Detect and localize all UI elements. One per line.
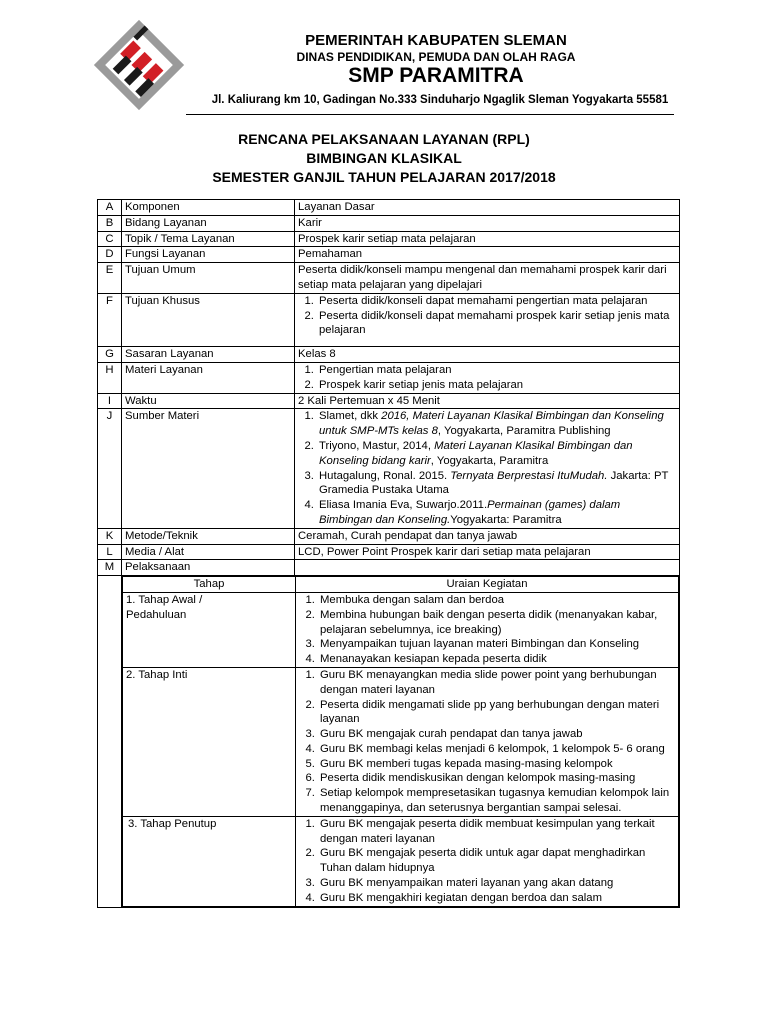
activity-list [299,668,675,816]
table-row [98,293,680,346]
list-item: 4. Menanayakan kesiapan kepada peserta didik [318,652,675,667]
list-item: 2. Guru BK mengajak peserta didik untuk agar dapat menghadirkan Tuhan dalam hidupnya [318,846,675,876]
stage-activities [296,816,679,906]
pelaksanaan-header [123,577,679,593]
list-item: 4. Guru BK membagi kelas menjadi 6 kelompok, 1 kelompok 5- 6 orang [318,742,675,757]
sumber-list [298,409,676,527]
table-row [98,247,680,263]
header-tahap: Tahap [123,577,296,593]
table-row [98,215,680,231]
stage-row [123,592,679,667]
row-label: Metode/Teknik [122,528,295,544]
list-item: 1. Guru BK mengajak peserta didik membuat kesimpulan yang terkait dengan materi layanan [318,817,675,847]
row-label: Tujuan Umum [122,263,295,294]
list-item: 5. Guru BK memberi tugas kepada masing-masing kelompok [318,757,675,772]
table-row [98,544,680,560]
stage-row [123,816,679,906]
row-letter: D [98,247,122,263]
header-divider [186,114,674,115]
row-value: Kelas 8 [295,347,680,363]
stage-name: 2. Tahap Inti [123,667,296,816]
row-label: Sasaran Layanan [122,347,295,363]
stage-row [123,667,679,816]
row-value: Peserta didik/konseli mampu mengenal dan memahami prospek karir dari setiap mata pelajaran yang dipelajari [295,263,680,294]
row-label: Bidang Layanan [122,215,295,231]
row-label: Topik / Tema Layanan [122,231,295,247]
table-row [98,231,680,247]
stage-activities [296,592,679,667]
row-label: Tujuan Khusus [122,293,295,346]
row-letter: A [98,200,122,216]
row-label: Pelaksanaan [122,560,295,576]
list-item: 3. Guru BK menyampaikan materi layanan yang akan datang [318,876,675,891]
list-item: 3. Guru BK mengajak curah pendapat dan tanya jawab [318,727,675,742]
government-name: PEMERINTAH KABUPATEN SLEMAN [305,32,567,49]
row-letter: I [98,393,122,409]
list-item: 4. Eliasa Imania Eva, Suwarjo.2011.Permainan (games) dalam Bimbingan dan Konseling.Yogyakarta: Paramitra [317,498,676,528]
row-letter: L [98,544,122,560]
activity-list [299,817,675,906]
row-letter: K [98,528,122,544]
list-item: 3. Hutagalung, Ronal. 2015. Ternyata Berprestasi ItuMudah. Jakarta: PT Gramedia Pustaka Utama [317,469,676,499]
list-item: 2. Peserta didik/konseli dapat memahami prospek karir setiap jenis mata pelajaran [317,309,676,339]
row-label: Waktu [122,393,295,409]
list-item: 4. Guru BK mengakhiri kegiatan dengan berdoa dan salam [318,891,675,906]
row-letter: E [98,263,122,294]
row-letter: F [98,293,122,346]
table-row [98,200,680,216]
stage-name: 1. Tahap Awal / Pedahuluan [123,592,296,667]
row-value: Layanan Dasar [295,200,680,216]
row-letter: B [98,215,122,231]
row-letter: C [98,231,122,247]
row-letter: G [98,347,122,363]
table-row [98,362,680,393]
school-address: Jl. Kaliurang km 10, Gadingan No.333 Sinduharjo Ngaglik Sleman Yogyakarta 55581 [211,94,669,106]
table-row [98,393,680,409]
list-item: 1. Membuka dengan salam dan berdoa [318,593,675,608]
tujuan-khusus-list [298,294,676,338]
materi-list [298,363,676,393]
row-letter: M [98,560,122,576]
rpl-table [97,199,680,908]
row-label: Fungsi Layanan [122,247,295,263]
pelaksanaan-cell [122,576,680,908]
list-item: 1. Peserta didik/konseli dapat memahami pengertian mata pelajaran [317,294,676,309]
list-item: 1. Slamet, dkk 2016, Materi Layanan Klasikal Bimbingan dan Konseling untuk SMP-MTs kelas 8, Yogyakarta, Paramitra Publishing [317,409,676,439]
pelaksanaan-table [122,576,679,907]
table-row [98,560,680,576]
list-item: 2. Peserta didik mengamati slide pp yang berhubungan dengan materi layanan [318,698,675,728]
row-value [295,560,680,576]
list-item: 2. Membina hubungan baik dengan peserta didik (menanyakan kabar, pelajaran sebelumnya, ice breaking) [318,608,675,638]
title-line-1: RENCANA PELAKSANAAN LAYANAN (RPL) [238,131,530,147]
header-uraian: Uraian Kegiatan [296,577,679,593]
list-item: 1. Guru BK menayangkan media slide power point yang berhubungan dengan materi layanan [318,668,675,698]
row-value [295,409,680,528]
row-label: Materi Layanan [122,362,295,393]
list-item: 3. Menyampaikan tujuan layanan materi Bimbingan dan Konseling [318,637,675,652]
row-label: Sumber Materi [122,409,295,528]
school-name: SMP PARAMITRA [348,64,524,87]
table-row [98,409,680,528]
row-value: Ceramah, Curah pendapat dan tanya jawab [295,528,680,544]
list-item: 2. Triyono, Mastur, 2014, Materi Layanan Klasikal Bimbingan dan Konseling bidang karir, Yogyakarta, Paramitra [317,439,676,469]
row-value: Pemahaman [295,247,680,263]
row-value: Karir [295,215,680,231]
document-title [0,130,768,187]
table-row [98,347,680,363]
activity-list [299,593,675,667]
title-line-3: SEMESTER GANJIL TAHUN PELAJARAN 2017/2018 [212,169,556,185]
list-item: 6. Peserta didik mendiskusikan dengan kelompok masing-masing [318,771,675,786]
title-line-2: BIMBINGAN KLASIKAL [306,150,462,166]
row-letter: J [98,409,122,528]
list-item: 2. Prospek karir setiap jenis mata pelajaran [317,378,676,393]
pelaksanaan-row [98,576,680,908]
row-value [295,293,680,346]
list-item: 7. Setiap kelompok mempresetasikan tugasnya kemudian kelompok lain menanggapinya, dan seterusnya bergantian sampai selesai. [318,786,675,816]
table-row [98,528,680,544]
row-value: Prospek karir setiap mata pelajaran [295,231,680,247]
row-label: Media / Alat [122,544,295,560]
row-letter: H [98,362,122,393]
stage-activities [296,667,679,816]
row-value: LCD, Power Point Prospek karir dari setiap mata pelajaran [295,544,680,560]
blank-cell [98,576,122,908]
row-value: 2 Kali Pertemuan x 45 Menit [295,393,680,409]
department-name: DINAS PENDIDIKAN, PEMUDA DAN OLAH RAGA [296,50,576,64]
list-item: 1. Pengertian mata pelajaran [317,363,676,378]
table-row [98,263,680,294]
row-label: Komponen [122,200,295,216]
row-value [295,362,680,393]
letterhead [0,0,768,120]
stage-name: 3. Tahap Penutup [123,816,296,906]
